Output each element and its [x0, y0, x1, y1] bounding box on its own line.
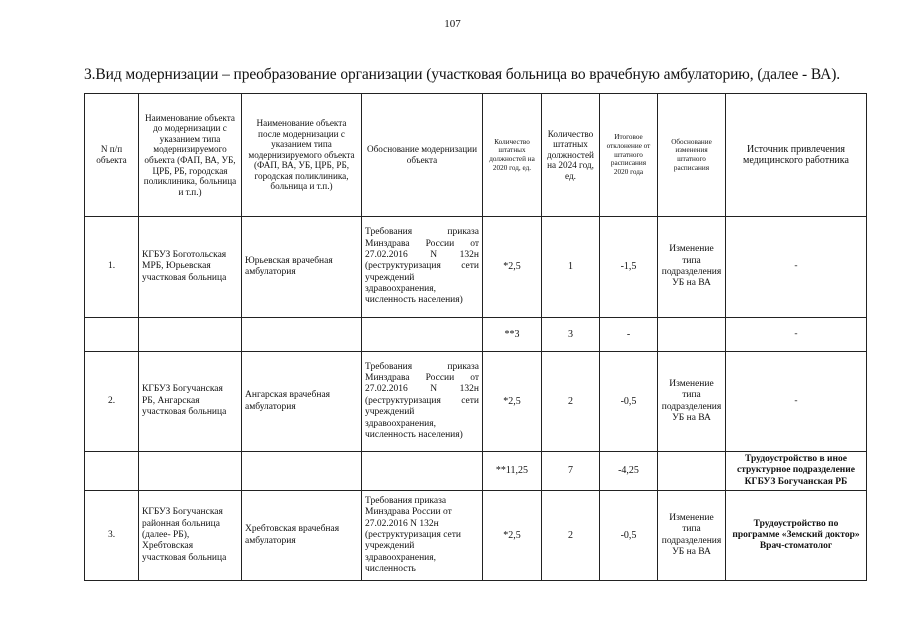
- row-count-2024: 2: [542, 352, 600, 452]
- row-after: Юрьевская врачебная амбулатория: [242, 217, 362, 318]
- row-source: -: [726, 318, 867, 352]
- section-title: 3.Вид модернизации – преобразование организации (участковая больница во врачебную амбулаторию, (далее - ВА).: [84, 66, 841, 83]
- row-source: Трудоустройство в иное структурное подразделение КГБУЗ Богучанская РБ: [726, 452, 867, 491]
- header-num: N п/п объекта: [85, 94, 139, 217]
- row-count-2020: **3: [483, 318, 542, 352]
- header-count-2024: Количество штатных должностей на 2024 год, ед.: [542, 94, 600, 217]
- modernization-table: [84, 93, 867, 581]
- row-count-2024: 2: [542, 491, 600, 581]
- header-source: Источник привлечения медицинского работника: [726, 94, 867, 217]
- row-count-2020: *2,5: [483, 491, 542, 581]
- row-count-2020: **11,25: [483, 452, 542, 491]
- row-change-basis: [658, 452, 726, 491]
- row-num: 1.: [85, 217, 139, 318]
- page-number: 107: [444, 18, 461, 30]
- header-count-2020: Количество штатных должностей на 2020 год, ед.: [483, 94, 542, 217]
- row-basis: [362, 318, 483, 352]
- table-row: [85, 352, 867, 452]
- row-count-2024: 7: [542, 452, 600, 491]
- row-basis: Требования приказа Минздрава России от 27.02.2016 N 132н (реструктуризация сети учреждений здравоохранения, численность населения): [362, 352, 483, 452]
- header-row: [85, 94, 867, 217]
- header-change-basis: Обоснование изменения штатного расписания: [658, 94, 726, 217]
- row-count-2024: 3: [542, 318, 600, 352]
- table-row: [85, 318, 867, 352]
- header-deviation: Итоговое отклонение от штатного расписания 2020 года: [600, 94, 658, 217]
- header-basis: Обоснование модернизации объекта: [362, 94, 483, 217]
- row-count-2020: *2,5: [483, 352, 542, 452]
- row-basis: [362, 452, 483, 491]
- row-count-2024: 1: [542, 217, 600, 318]
- table-row: [85, 217, 867, 318]
- row-num: [85, 318, 139, 352]
- row-change-basis: Изменение типа подразделения УБ на ВА: [658, 217, 726, 318]
- row-after: Ангарская врачебная амбулатория: [242, 352, 362, 452]
- row-after: [242, 452, 362, 491]
- row-num: 3.: [85, 491, 139, 581]
- header-before: Наименование объекта до модернизации с указанием типа модернизируемого объекта (ФАП, ВА, УБ, ЦРБ, РБ, городская поликлиника, больница и т.п.): [139, 94, 242, 217]
- row-count-2020: *2,5: [483, 217, 542, 318]
- row-source: -: [726, 217, 867, 318]
- row-basis: Требования приказа Минздрава России от 27.02.2016 N 132н (реструктуризация сети учреждений здравоохранения, численность населения): [362, 217, 483, 318]
- header-after: Наименование объекта после модернизации с указанием типа модернизируемого объекта (ФАП, ВА, УБ, ЦРБ, РБ, городская поликлиника, больница и т.п.): [242, 94, 362, 217]
- row-after: Хребтовская врачебная амбулатория: [242, 491, 362, 581]
- row-change-basis: Изменение типа подразделения УБ на ВА: [658, 491, 726, 581]
- row-source: Трудоустройство по программе «Земский доктор» Врач-стоматолог: [726, 491, 867, 581]
- row-source: -: [726, 352, 867, 452]
- row-before: КГБУЗ Богучанская районная больница (далее- РБ), Хребтовская участковая больница: [139, 491, 242, 581]
- table-row: [85, 491, 867, 581]
- row-deviation: -1,5: [600, 217, 658, 318]
- row-before: [139, 318, 242, 352]
- row-change-basis: [658, 318, 726, 352]
- row-deviation: -: [600, 318, 658, 352]
- table-row: [85, 452, 867, 491]
- row-before: [139, 452, 242, 491]
- row-before: КГБУЗ Боготольская МРБ, Юрьевская участковая больница: [139, 217, 242, 318]
- row-num: 2.: [85, 352, 139, 452]
- row-after: [242, 318, 362, 352]
- row-deviation: -4,25: [600, 452, 658, 491]
- row-num: [85, 452, 139, 491]
- row-basis: Требования приказа Минздрава России от 27.02.2016 N 132н (реструктуризация сети учреждений здравоохранения, численность: [362, 491, 483, 581]
- row-change-basis: Изменение типа подразделения УБ на ВА: [658, 352, 726, 452]
- row-deviation: -0,5: [600, 491, 658, 581]
- row-deviation: -0,5: [600, 352, 658, 452]
- row-before: КГБУЗ Богучанская РБ, Ангарская участковая больница: [139, 352, 242, 452]
